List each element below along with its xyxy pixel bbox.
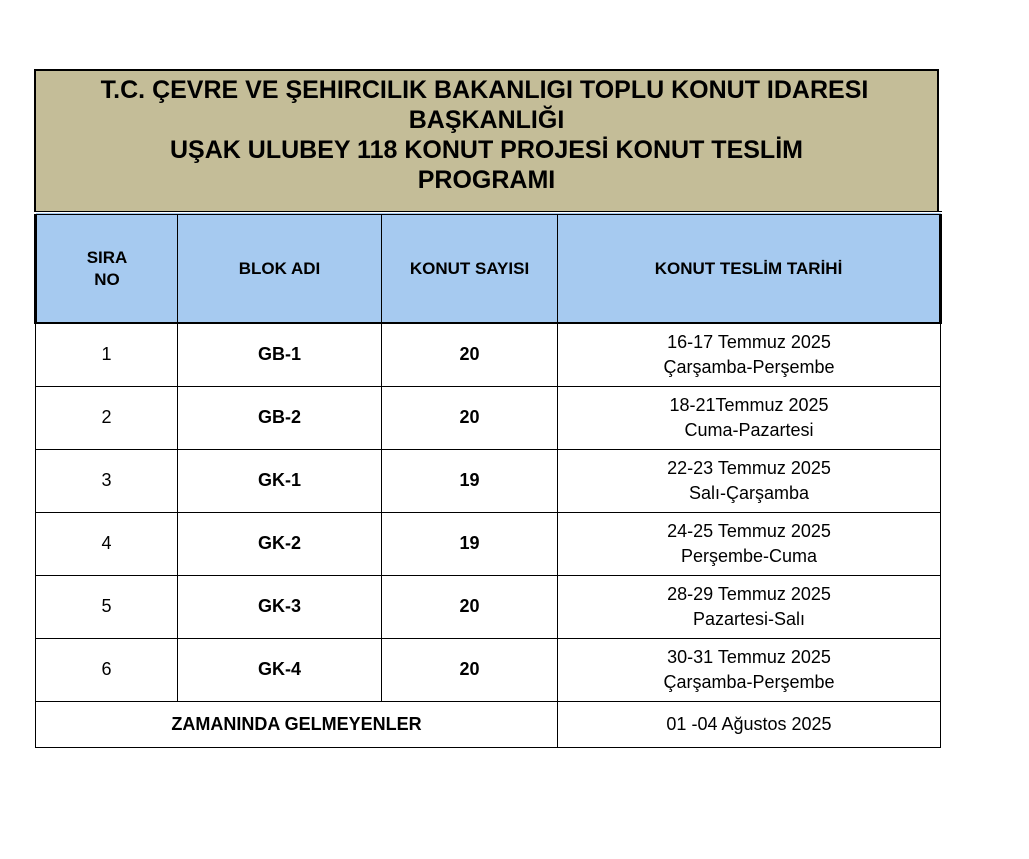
cell-no: 2 (36, 386, 178, 449)
cell-date (558, 449, 941, 512)
cell-date-days: Çarşamba-Perşembe (663, 356, 835, 377)
header-sira-line2: NO (94, 269, 120, 289)
cell-date (558, 323, 941, 386)
cell-sayi: 19 (382, 449, 558, 512)
title-line-1: T.C. ÇEVRE VE ŞEHIRCILIK BAKANLIGI TOPLU KONUT IDARESI (100, 76, 869, 104)
table-row (36, 512, 941, 575)
table-row (36, 638, 941, 701)
cell-date (558, 512, 941, 575)
cell-sayi: 20 (382, 638, 558, 701)
cell-sayi: 20 (382, 575, 558, 638)
delivery-schedule-document (34, 69, 939, 748)
table-row (36, 449, 941, 512)
cell-no: 4 (36, 512, 178, 575)
title-line-3: UŞAK ULUBEY 118 KONUT PROJESİ KONUT TESLİM (170, 136, 803, 164)
cell-date-range: 18-21Temmuz 2025 (669, 394, 829, 415)
cell-sayi: 20 (382, 323, 558, 386)
table-row (36, 575, 941, 638)
cell-date-days: Çarşamba-Perşembe (663, 671, 835, 692)
header-sira-no (36, 213, 178, 323)
cell-blok: GK-4 (178, 638, 382, 701)
cell-sayi: 20 (382, 386, 558, 449)
footer-row (36, 701, 941, 747)
cell-no: 3 (36, 449, 178, 512)
cell-date (558, 638, 941, 701)
table-row (36, 323, 941, 386)
cell-date-range: 24-25 Temmuz 2025 (667, 520, 831, 541)
cell-blok: GB-1 (178, 323, 382, 386)
document-title (34, 69, 939, 211)
table-row (36, 386, 941, 449)
cell-date-days: Pazartesi-Salı (692, 608, 806, 629)
header-blok-adi: BLOK ADI (178, 213, 382, 323)
cell-blok: GK-2 (178, 512, 382, 575)
delivery-table (34, 211, 942, 748)
cell-date-range: 22-23 Temmuz 2025 (667, 457, 831, 478)
cell-sayi: 19 (382, 512, 558, 575)
cell-no: 5 (36, 575, 178, 638)
table-header-row (36, 213, 941, 323)
cell-date (558, 386, 941, 449)
cell-blok: GB-2 (178, 386, 382, 449)
footer-label: ZAMANINDA GELMEYENLER (36, 701, 558, 747)
cell-date-range: 30-31 Temmuz 2025 (667, 646, 831, 667)
cell-date-range: 28-29 Temmuz 2025 (667, 583, 831, 604)
cell-blok: GK-3 (178, 575, 382, 638)
title-line-4: PROGRAMI (417, 166, 556, 194)
cell-blok: GK-1 (178, 449, 382, 512)
cell-date (558, 575, 941, 638)
header-sira-line1: SIRA (86, 247, 128, 267)
header-konut-sayisi: KONUT SAYISI (382, 213, 558, 323)
cell-date-range: 16-17 Temmuz 2025 (667, 331, 831, 352)
cell-no: 1 (36, 323, 178, 386)
cell-no: 6 (36, 638, 178, 701)
cell-date-days: Salı-Çarşamba (688, 482, 810, 503)
cell-date-days: Perşembe-Cuma (680, 545, 818, 566)
header-teslim-tarihi: KONUT TESLİM TARİHİ (558, 213, 941, 323)
cell-date-days: Cuma-Pazartesi (684, 419, 814, 440)
title-line-2: BAŞKANLIĞI (408, 106, 565, 134)
footer-date: 01 -04 Ağustos 2025 (558, 701, 941, 747)
